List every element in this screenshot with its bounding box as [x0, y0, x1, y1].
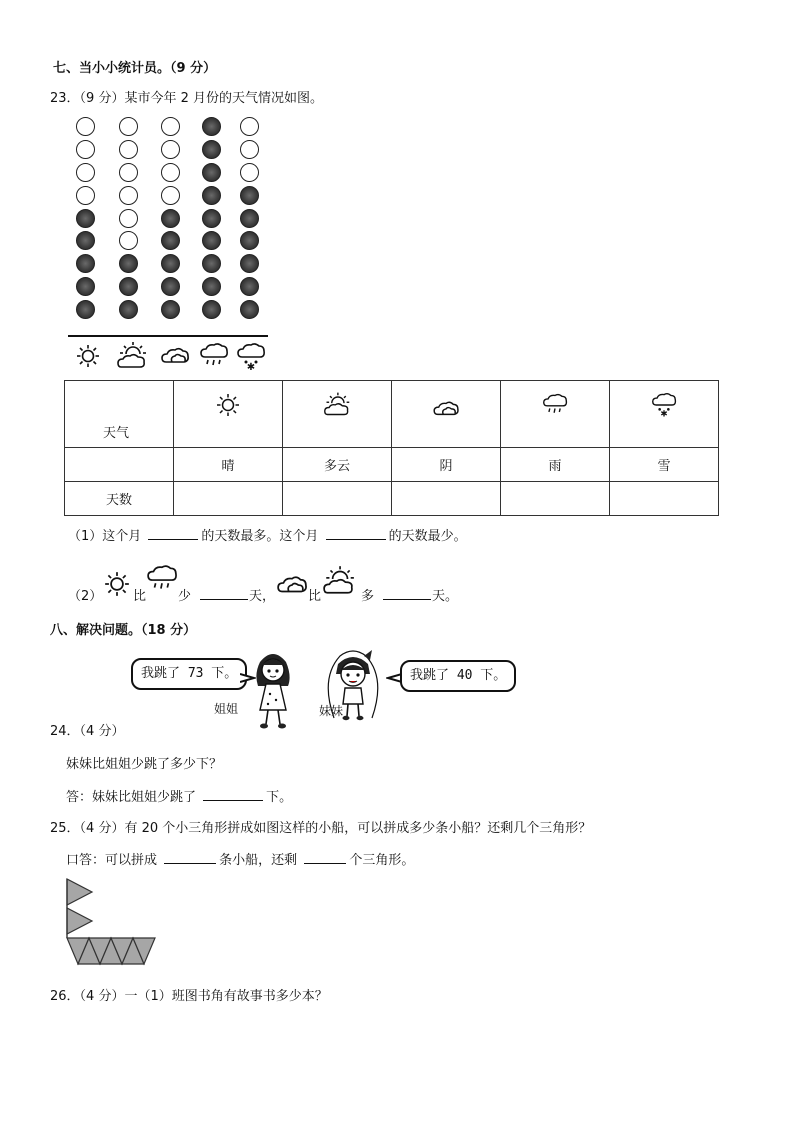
filled-circle [202, 300, 221, 319]
filled-circle [76, 231, 95, 250]
pictograph-column-partly-cloudy [119, 117, 141, 323]
filled-circle [161, 277, 180, 296]
question-24-stem: 24．（4 分） [50, 724, 125, 739]
sunny-icon [104, 570, 130, 598]
empty-circle [76, 163, 95, 182]
sub-2-bi-2: 比 [308, 589, 322, 604]
table-count-snow[interactable] [610, 482, 719, 516]
sub-2-more: 多 [361, 589, 375, 604]
snow-icon [236, 342, 266, 372]
rain-icon [542, 392, 568, 418]
filled-circle [76, 300, 95, 319]
filled-circle [240, 277, 259, 296]
triangle-boat-figure [64, 876, 160, 970]
blank-least-days[interactable] [326, 526, 386, 540]
partly-cloudy-icon [323, 390, 351, 418]
filled-circle [119, 254, 138, 273]
filled-circle [240, 186, 259, 205]
speech-bubble-left: 我跳了 73 下。 [131, 658, 247, 690]
pictograph-column-snow [240, 117, 262, 323]
table-row-label-days: 天数 [65, 482, 174, 516]
cloudy-icon [432, 398, 460, 418]
sub-2-days-1: 天， [249, 589, 276, 604]
filled-circle [76, 209, 95, 228]
speech-bubble-right: 我跳了 40 下。 [400, 660, 516, 692]
filled-circle [161, 300, 180, 319]
answer-25-text-a: 口答：可以拼成 [66, 853, 158, 868]
filled-circle [161, 209, 180, 228]
empty-circle [76, 186, 95, 205]
sub-2-days-2: 天。 [432, 589, 459, 604]
sub-2-bi-1: 比 [133, 589, 147, 604]
sub-1-text-b: 的天数最多。这个月 [201, 529, 319, 544]
table-count-rain[interactable] [501, 482, 610, 516]
table-count-cloudy[interactable] [392, 482, 501, 516]
empty-circle [119, 231, 138, 250]
big-sister-illustration [248, 648, 298, 732]
partly-cloudy-icon [116, 340, 148, 370]
filled-circle [202, 140, 221, 159]
question-25-answer [66, 849, 414, 868]
question-24-text: 妹妹比姐姐少跳了多少下？ [66, 757, 223, 772]
name-label-little-sister: 妹妹 [319, 704, 344, 718]
table-label-cloudy: 阴 [392, 448, 501, 482]
partly-cloudy-icon [322, 564, 356, 596]
question-26-stem: 26．（4 分）一（1）班图书角有故事书多少本？ [50, 989, 328, 1004]
question-23-stem: 23．（9 分）某市今年 2 月份的天气情况如图。 [50, 91, 323, 106]
table-empty-cell [65, 448, 174, 482]
filled-circle [76, 277, 95, 296]
empty-circle [119, 186, 138, 205]
empty-circle [161, 117, 180, 136]
table-icon-rain [501, 381, 610, 448]
filled-circle [240, 254, 259, 273]
pictograph-baseline [68, 335, 268, 337]
table-icon-cloudy [392, 381, 501, 448]
answer-24-text-a: 答：妹妹比姐姐少跳了 [66, 790, 197, 805]
filled-circle [202, 117, 221, 136]
section-7-title: 七、当小小统计员。（9 分） [53, 61, 217, 76]
filled-circle [240, 209, 259, 228]
filled-circle [202, 277, 221, 296]
empty-circle [119, 140, 138, 159]
table-count-partly-cloudy[interactable] [283, 482, 392, 516]
sub-1-text-a: （1）这个月 [68, 529, 142, 544]
pictograph-column-cloudy [161, 117, 183, 323]
sub-2-less: 少 [178, 589, 192, 604]
cloudy-icon [276, 572, 308, 596]
filled-circle [202, 163, 221, 182]
sub-2-label: （2） [68, 589, 103, 604]
table-label-partly-cloudy: 多云 [283, 448, 392, 482]
blank-most-days[interactable] [148, 526, 198, 540]
answer-25-text-b: 条小船，还剩 [219, 853, 298, 868]
snow-icon [651, 392, 677, 418]
answer-24-text-b: 下。 [266, 790, 293, 805]
empty-circle [161, 186, 180, 205]
answer-25-text-c: 个三角形。 [349, 853, 415, 868]
blank-sunny-less-rain[interactable] [200, 586, 248, 600]
blank-cloudy-more-partly[interactable] [383, 586, 431, 600]
filled-circle [119, 277, 138, 296]
empty-circle [161, 140, 180, 159]
question-23-sub-1 [68, 525, 467, 544]
table-row-label-weather: 天气 [65, 381, 174, 448]
empty-circle [119, 209, 138, 228]
section-8-title: 八、解决问题。（18 分） [50, 623, 197, 638]
pictograph-column-sunny [76, 117, 98, 323]
sub-1-text-c: 的天数最少。 [388, 529, 467, 544]
table-label-snow: 雪 [610, 448, 719, 482]
filled-circle [119, 300, 138, 319]
blank-answer-24[interactable] [203, 787, 263, 801]
empty-circle [161, 163, 180, 182]
table-icon-snow [610, 381, 719, 448]
svg-text:✱: ✱ [660, 408, 668, 418]
empty-circle [240, 140, 259, 159]
svg-text:✱: ✱ [246, 362, 256, 372]
table-label-rain: 雨 [501, 448, 610, 482]
empty-circle [76, 140, 95, 159]
filled-circle [76, 254, 95, 273]
filled-circle [202, 254, 221, 273]
table-icon-partly-cloudy [283, 381, 392, 448]
cloudy-icon [160, 344, 190, 366]
filled-circle [240, 231, 259, 250]
rain-icon [146, 564, 178, 594]
weather-table [64, 380, 719, 516]
name-label-big-sister: 姐姐 [214, 702, 239, 716]
blank-triangles-left[interactable] [304, 850, 346, 864]
blank-boats[interactable] [164, 850, 216, 864]
filled-circle [202, 209, 221, 228]
empty-circle [240, 117, 259, 136]
question-25-stem: 25．（4 分）有 20 个小三角形拼成如图这样的小船，可以拼成多少条小船？还剩几个三角形？ [50, 821, 592, 836]
filled-circle [161, 231, 180, 250]
empty-circle [119, 117, 138, 136]
filled-circle [161, 254, 180, 273]
sunny-icon [76, 343, 100, 369]
sunny-icon [216, 392, 240, 418]
table-count-sunny[interactable] [174, 482, 283, 516]
question-24-answer [66, 786, 292, 805]
empty-circle [240, 163, 259, 182]
pictograph-column-rain [202, 117, 224, 323]
empty-circle [76, 117, 95, 136]
filled-circle [202, 186, 221, 205]
table-label-sunny: 晴 [174, 448, 283, 482]
rain-icon [199, 342, 229, 370]
filled-circle [240, 300, 259, 319]
table-icon-sunny [174, 381, 283, 448]
filled-circle [202, 231, 221, 250]
empty-circle [119, 163, 138, 182]
